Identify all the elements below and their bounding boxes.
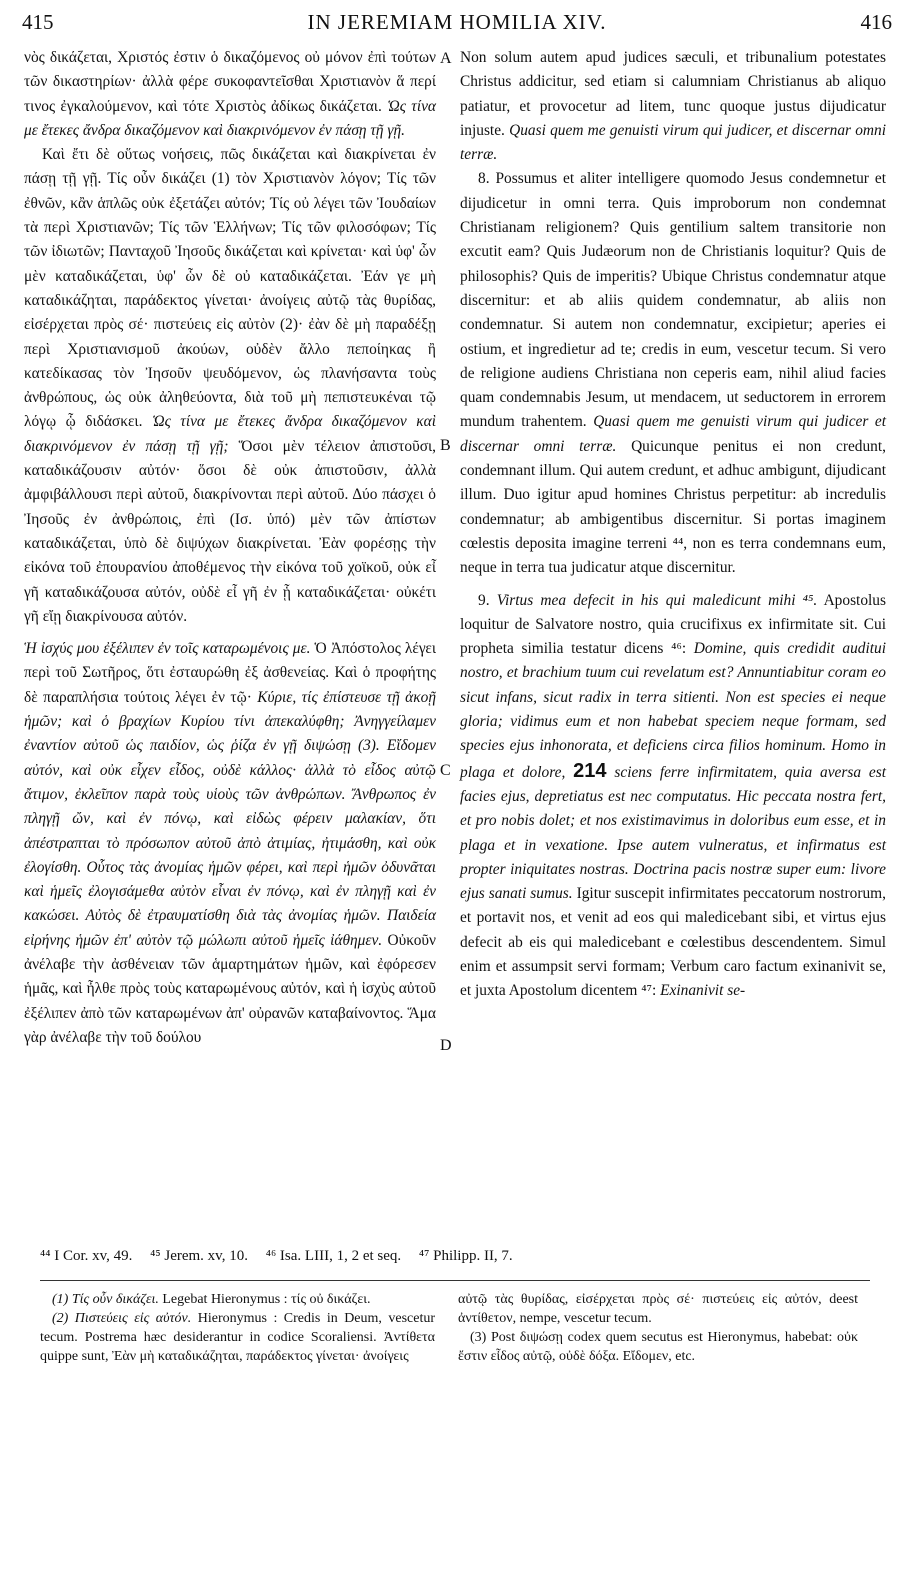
greek-text: Καὶ ἔτι δὲ οὕτως νοήσεις, πῶς δικάζεται καὶ διακρίνεται ἐν πάσῃ τῇ γῇ. Τίς οὖν δικάζει (1) τὸν Χριστιανὸν λόγον; Τίς τῶν ἐθνῶν, κἂν ἁπλῶς οὐκ ἐξετάζει αὐτόν; Τίς οὐ λέγει τῶν Ἰουδαίων τὰ περὶ Χριστιανῶν; Τίς τῶν Ἑλλήνων; Τίς τῶν φιλοσόφων; Τίς τῶν ἰδιωτῶν; Πανταχοῦ Ἰησοῦς δικάζεται καὶ κρίνεται· καὶ ὑφ' ὧν μὲν καταδικάζεται, ὑφ' ὧν δὲ οὐ καταδικάζεται. Ἐάν γε μὴ καταδικάζηται, παράδεκτος γίνεται· ἀνοίγεις αὐτῷ τὰς θυρίδας, εἰσέρχεται πρὸς σέ· πιστεύεις εἰς αὐτὸν (2)· ἐὰν δὲ μὴ παραδέξῃ περὶ Χριστιανισμοῦ ἀκούων, οὐδὲν ἄλλο πεποίηκας ἢ κατεδίκασας τὸν Ἰησοῦν ψευδόμενον, ὡς πλανήσαντα τοὺς ἀνθρώπους, ὡς οὐκ ἀληθεύοντα, διὰ τοῦ μὴ πεπιστευκέναι τῷ λόγῳ ᾧ διδάσκει. bbox=[24, 146, 436, 431]
note-text: Legebat Hieronymus : τίς οὐ δικάζει. bbox=[162, 1292, 371, 1307]
margin-mark-b: B bbox=[440, 437, 451, 454]
greek-quotation: Ὡς τίνα με ἔτεκες ἄνδρα δικαζόμενον καὶ διακρινόμενον ἐν πάσῃ τῇ γῇ; bbox=[24, 413, 436, 455]
reference-47: ⁴⁷ Philipp. II, 7. bbox=[418, 1248, 513, 1264]
greek-paragraph-1 bbox=[24, 46, 436, 143]
running-title: IN JEREMIAM HOMILIA XIV. bbox=[307, 10, 607, 34]
greek-text: νὸς δικάζεται, Χριστός ἐστιν ὁ δικαζόμενος οὐ μόνον ἐπὶ τούτων τῶν δικαστηρίων· ἀλλὰ φέρε συκοφαντεῖσθαι Χριστιανὸν ἅ περί τινος ἐγκαλούμενον, καὶ τότε Χριστὸς ἀδίκως δικάζεται. bbox=[24, 49, 436, 115]
latin-paragraph-3 bbox=[460, 589, 886, 1004]
greek-lemma: Ἡ ἰσχύς μου ἐξέλιπεν ἐν τοῖς καταρωμένοις με. bbox=[24, 640, 311, 658]
note-1 bbox=[40, 1290, 435, 1309]
latin-quotation: Exinanivit se- bbox=[660, 982, 746, 1000]
greek-column bbox=[24, 46, 436, 1050]
note-lemma: (2) Πιστεύεις εἰς αὐτόν. bbox=[52, 1311, 192, 1326]
page-marker: 214 bbox=[573, 759, 607, 782]
latin-quotation: Quasi quem me genuisti virum qui judicer et discernar omni terræ. bbox=[460, 413, 886, 455]
latin-quotation: Quasi quem me genuisti virum qui judicer, et discernar omni terræ. bbox=[460, 121, 886, 164]
latin-text: 8. Possumus et aliter intelligere quomodo Jesus condemnetur et dijudicetur in omni terra. Quis improborum non condemnat Christianam religionem? Quis gentilium saltem transitorie non excutit eam? Quis Judæorum non de Christianis loquitur? Quis de philosophis? Quis de imperitis? Ubique Christus condemnatur atque discernitur: et ab aliis quidem condemnatur, ab aliis non condemnatur. Si autem non condemnatur, excipietur; aperies ei ostium, et ingredietur ad te; credis in eum, vescetur tecum. Si vero de religione audiens Christiana non ceperis eam, nihil aliud facies quam condemnabis Jesum, ut mendacem, ut seductorem in errorem mundum trahentem. bbox=[460, 170, 886, 431]
notes-divider bbox=[40, 1280, 870, 1281]
section-number: 9. bbox=[478, 591, 490, 609]
latin-lemma: Virtus mea defecit in his qui maledicunt mihi ⁴⁵. bbox=[496, 591, 818, 609]
greek-quotation: Κύριε, τίς ἐπίστευσε τῇ ἀκοῇ ἡμῶν; καὶ ὁ βραχίων Κυρίου τίνι ἀπεκαλύφθη; Ἀνηγγείλαμεν ἐναντίον αὐτοῦ ὡς παιδίον, ὡς ῥίζα ἐν γῇ διψώσῃ (3). Εἴδομεν αὐτόν, καὶ οὐκ εἶχεν εἶδος, οὐδὲ κάλλος· ἀλλὰ τὸ εἶδος αὐτῷ ἄτιμον, ἐκλεῖπον παρὰ τοὺς υἱοὺς τῶν ἀνθρώπων. Ἄνθρωπος ἐν πληγῇ ὤν, καὶ ἐν πόνῳ, καὶ εἰδὼς φέρειν μαλακίαν, ὅτι ἀπέστραπται τὸ πρόσωπον αὐτοῦ ἀπὸ ἀτιμίας, ἠτιμάσθη, καὶ οὐκ ἐλογίσθη. Οὗτος τὰς ἀνομίας ἡμῶν φέρει, καὶ περὶ ἡμῶν ὀδυνᾶται καὶ ἡμεῖς ἐλογισάμεθα αὐτὸν εἶναι ἐν πόνῳ, καὶ ἐν πληγῇ καὶ ἐν κακώσει. Αὐτὸς δὲ ἐτραυματίσθη διὰ τὰς ἀνομίας ἡμῶν. Παιδεία εἰρήνης ἡμῶν ἐπ' αὐτὸν τῷ μώλωπι αὐτοῦ ἡμεῖς ἰάθημεν. bbox=[24, 688, 436, 949]
latin-quotation: sciens ferre infirmitatem, quia aversa est facies ejus, depretiatus est nec computatus. Hic peccata nostra fert, et pro nobis dolet; et nos existimavimus in doloribus eum esse, et in plaga et in vexatione. Ipse autem vulneratus, et infirmatus est propter iniquitates nostras. Doctrina pacis nostræ super eum: livore ejus sanati sumus. bbox=[460, 763, 886, 903]
latin-quotation: Domine, quis credidit auditui nostro, et brachium tuum cui revelatum est? Annuntiabitur coram eo sicut infans, sicut radix in terra sitienti. Non est species ei neque gloria; vidimus eum et non habebat speciem neque formam, sed species ejus inhonorata, et deficiens circa filios hominum. Homo in plaga et dolore, bbox=[460, 640, 886, 781]
latin-text: Quicunque penitus ei non credunt, condemnant illum. Qui autem credunt, et adhuc ambigunt, dijudicant illum. Duo igitur apud homines Christus perpetitur: ab incredulis condemnatur; ab ambigentibus discernitur. Si portas imaginem cœlestis deposita imagine terreni ⁴⁴, non es terra condemnans eum, neque in terra tua judicatur atque discernitur. bbox=[460, 437, 886, 577]
margin-mark-d: D bbox=[440, 1037, 452, 1054]
greek-text: Ὅσοι μὲν τέλειον ἀπιστοῦσι, καταδικάζουσιν αὐτόν· ὅσοι δὲ οὐκ ἀπιστοῦσιν, ἀλλὰ ἀμφιβάλλουσι περὶ αὐτοῦ, διακρίνονται περὶ αὐτοῦ. Δύο πάσχει ὁ Ἰησοῦς ἐν ἀνθρώποις, ἐπὶ (Ισ. ὑπό) μὲν τῶν ἀπίστων καταδικάζεται, ὑπὸ δὲ διψύχων διακρίνεται. Ἐὰν φορέσῃς τὴν εἰκόνα τοῦ ἐπουρανίου ἀποθέμενος τὴν εἰκόνα τοῦ χοϊκοῦ, οὐκ εἶ γῆ καταδικάζουσα αὐτόν, οὐδὲ εἶ γῆ ἐν ᾗ καταδικάζεται· οὐκέτι γῆ εἴῃ διακρίνουσα αὐτόν. bbox=[24, 437, 436, 625]
note-3: (3) Post διψώσῃ codex quem secutus est Hieronymus, habebat: οὐκ ἔστιν εἶδος αὐτῷ, οὐδὲ δόξα. Εἴδομεν, etc. bbox=[458, 1330, 858, 1364]
margin-mark-a: A bbox=[440, 50, 452, 67]
latin-text: Non solum autem apud judices sæculi, et tribunalium potestates Christus addicitur, sed etiam si calumniam Christianus ab aliquo patiatur, et provocetur ad litem, tunc quoque justus dijudicatur injuste. bbox=[460, 49, 886, 139]
note-lemma: (1) Τίς οὖν δικάζει. bbox=[52, 1292, 159, 1307]
greek-quotation: Ὡς τίνα με ἔτεκες ἄνδρα δικαζόμενον καὶ διακρινόμενον ἐν πάσῃ τῇ γῇ. bbox=[24, 97, 436, 139]
reference-46: ⁴⁶ Isa. LIII, 1, 2 et seq. bbox=[265, 1248, 402, 1264]
note-2-continued: αὐτῷ τὰς θυρίδας, εἰσέρχεται πρὸς σέ· πιστεύεις εἰς αὐτόν, deest ἀντίθετον, nempe, vescetur tecum. bbox=[458, 1292, 858, 1326]
latin-paragraph-2 bbox=[460, 167, 886, 580]
page-number-left: 415 bbox=[22, 10, 54, 34]
notes-left bbox=[40, 1290, 435, 1366]
latin-column bbox=[460, 46, 886, 1004]
greek-text: Οὐκοῦν ἀνέλαβε τὴν ἀσθένειαν τῶν ἁμαρτημάτων ἡμῶν, καὶ ἐφόρεσεν ἡμᾶς, καὶ ἦλθε πρὸς τοὺς καταρωμένους αὐτόν, καὶ ἡ ἰσχὺς αὐτοῦ ἐξέλιπεν ἀπὸ τῶν καταρωμένων ἀπ' οὐρανῶν καταβαίνοντος. Ἅμα γὰρ ἀνέλαβε τὴν τοῦ δούλου bbox=[24, 931, 436, 1046]
greek-paragraph-2 bbox=[24, 143, 436, 629]
greek-paragraph-3 bbox=[24, 637, 436, 1050]
page-number-right: 416 bbox=[860, 10, 892, 34]
latin-paragraph-1 bbox=[460, 46, 886, 167]
note-2 bbox=[40, 1309, 435, 1366]
scripture-references bbox=[40, 1248, 880, 1265]
reference-45: ⁴⁵ Jerem. xv, 10. bbox=[150, 1248, 248, 1264]
latin-text: Igitur suscepit infirmitates peccatorum nostrorum, et portavit nos, et venit ad eos qui maledicebant sibi, et virtus ejus defecit ab eis qui maledicebant e cœlestibus descendentem. Simul enim et assumpsit servi formam; Verbum caro factum exinanivit se, et juxta Apostolum dicentem ⁴⁷: bbox=[460, 885, 886, 1000]
notes-right bbox=[458, 1290, 858, 1366]
running-header bbox=[22, 6, 892, 40]
note-text: Hieronymus : Credis in Deum, vescetur tecum. Postrema hæc desiderantur in codice Scoraliensi. Ἀντίθετα quippe sunt, Ἐὰν μὴ καταδικάζηται, παράδεκτος γίνεται· ἀνοίγεις bbox=[40, 1311, 436, 1364]
latin-text: Apostolus loquitur de Salvatore nostro, quia crucifixus ex infirmitate sit. Cui propheta similia testatur dicens ⁴⁶: bbox=[460, 591, 886, 658]
margin-mark-c: C bbox=[440, 762, 451, 779]
reference-44: ⁴⁴ I Cor. xv, 49. bbox=[40, 1248, 133, 1264]
greek-text: Ὁ Ἀπόστολος λέγει περὶ τοῦ Σωτῆρος, ὅτι ἐσταυρώθη ἐξ ἀσθενείας. Καὶ ὁ προφήτης δὲ παραπλήσια τούτοις λέγει ἐν τῷ· bbox=[24, 640, 436, 706]
